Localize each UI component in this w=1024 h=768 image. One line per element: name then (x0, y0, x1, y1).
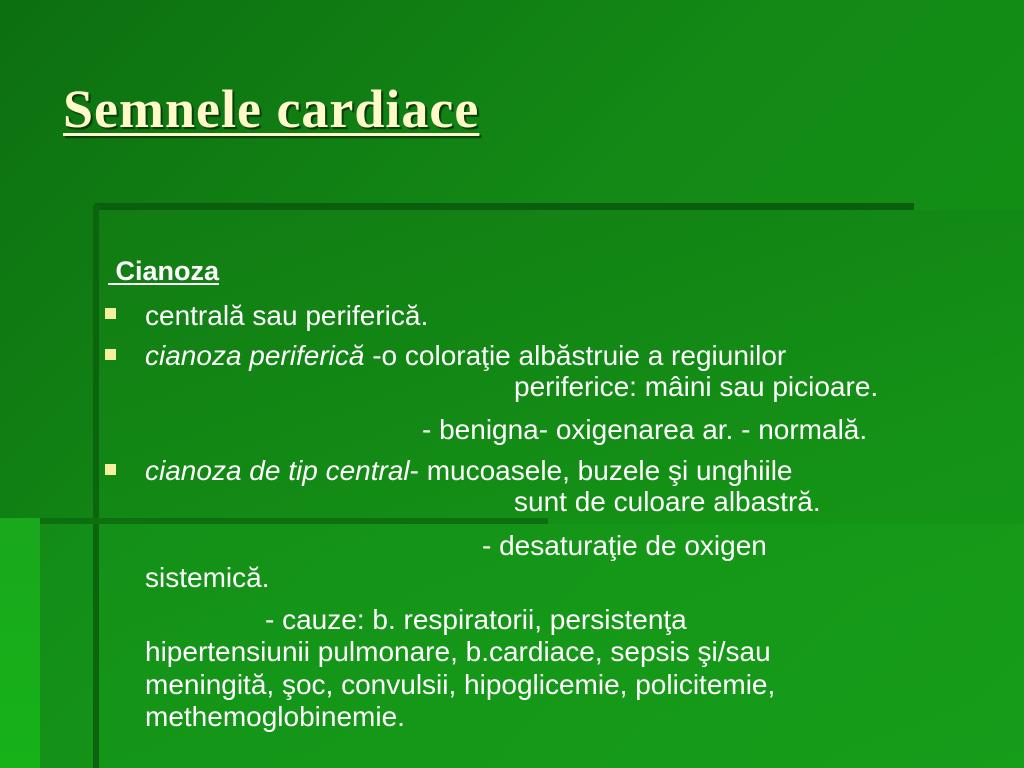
bullet-3-extra-2: sistemică. (145, 562, 270, 593)
decorative-top-bar (95, 203, 914, 210)
square-bullet-icon (105, 464, 117, 476)
bullet-2-extra: - benigna- oxigenarea ar. - normală. (422, 414, 868, 445)
slide-title: Semnele cardiace (63, 79, 480, 139)
bullet-2-italic: cianoza periferică (145, 340, 373, 371)
bullet-2-continuation: periferice: mâini sau picioare. (514, 371, 879, 402)
decorative-left-bar (93, 205, 99, 768)
decorative-lower-band (0, 518, 548, 524)
bullet-1-text: centrală sau periferică. (145, 300, 429, 331)
bullet-3-line (145, 455, 793, 487)
bullet-3-extra-5: meningită, şoc, convulsii, hipoglicemie, policitemie, (145, 669, 776, 700)
bullet-3-extra-6: methemoglobinemie. (145, 701, 405, 732)
decorative-lower-left-block (0, 518, 40, 768)
section-heading: Cianoza (108, 256, 220, 286)
bullet-3-text: - mucoasele, buzele şi unghiile (409, 455, 793, 486)
bullet-3-extra-3: - cauze: b. respiratorii, persistenţa (265, 604, 687, 635)
bullet-3-extra-4: hipertensiunii pulmonare, b.cardiace, sepsis şi/sau (145, 636, 771, 667)
bullet-3-extra-1: - desaturaţie de oxigen (482, 530, 767, 561)
square-bullet-icon (105, 308, 117, 320)
bullet-3-continuation: sunt de culoare albastră. (514, 486, 821, 517)
bullet-2-text: -o coloraţie albăstruie a regiunilor (372, 340, 787, 371)
bullet-3-italic: cianoza de tip central (145, 455, 410, 486)
square-bullet-icon (105, 349, 117, 361)
bullet-2-line (145, 340, 786, 372)
